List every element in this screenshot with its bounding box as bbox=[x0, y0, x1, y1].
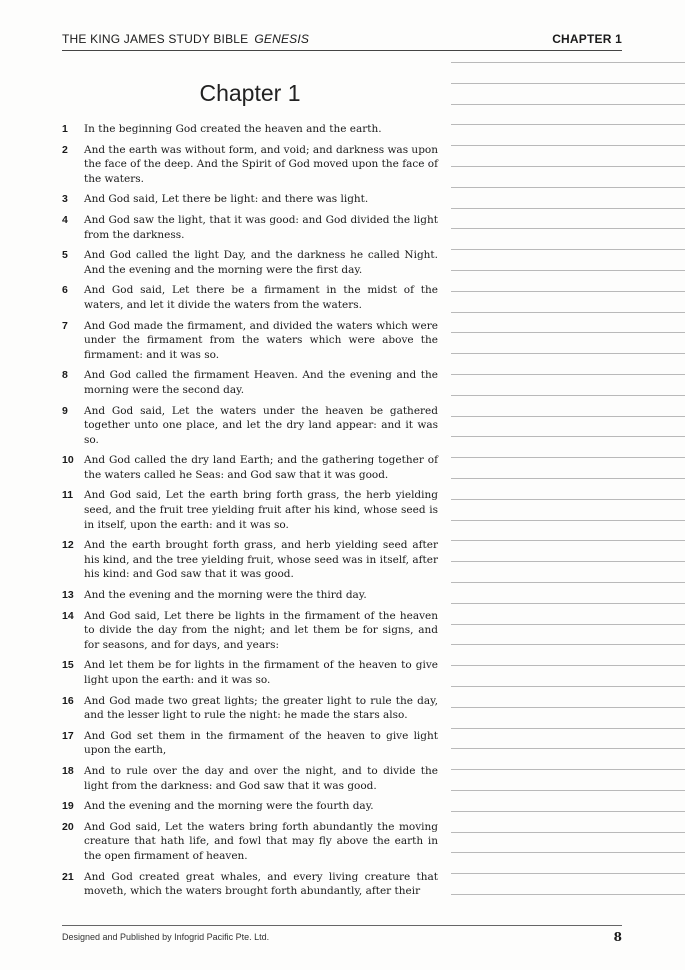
note-line bbox=[451, 748, 685, 749]
verse-number: 1 bbox=[62, 123, 68, 135]
verse-number: 12 bbox=[62, 539, 74, 552]
note-line bbox=[451, 894, 685, 895]
note-line bbox=[451, 166, 685, 167]
note-line bbox=[451, 353, 685, 354]
note-line bbox=[451, 62, 685, 63]
note-line bbox=[451, 416, 685, 417]
note-line bbox=[451, 145, 685, 146]
verse-row bbox=[62, 694, 438, 723]
verse-text: And let them be for lights in the firmament of the heaven to give light upon the earth: and it was so. bbox=[84, 659, 438, 686]
note-line bbox=[451, 208, 685, 209]
verse-text: And God made two great lights; the greater light to rule the day, and the lesser light to rule the night: he made the stars also. bbox=[84, 694, 438, 722]
verse-row bbox=[62, 799, 438, 814]
header-title: THE KING JAMES STUDY BIBLE bbox=[62, 32, 249, 46]
note-line bbox=[451, 83, 685, 84]
header-book-name: GENESIS bbox=[254, 32, 310, 46]
verse-number: 16 bbox=[62, 694, 74, 707]
verse-number: 13 bbox=[62, 589, 74, 602]
note-line bbox=[451, 561, 685, 562]
verse-text: And God said, Let there be a firmament in the midst of the waters, and let it divide the waters from the waters. bbox=[84, 284, 438, 311]
note-line bbox=[451, 478, 685, 479]
verse-text: And the earth was without form, and void; and darkness was upon the face of the deep. And the Spirit of God moved upon the face of the waters. bbox=[84, 143, 438, 185]
note-line bbox=[451, 187, 685, 188]
note-line bbox=[451, 499, 685, 500]
verse-list bbox=[62, 122, 438, 905]
notes-lines-column bbox=[451, 0, 685, 900]
verse-row bbox=[62, 192, 438, 207]
note-line bbox=[451, 832, 685, 833]
verse-number: 14 bbox=[62, 609, 74, 622]
verse-row bbox=[62, 729, 438, 758]
verse-text: And to rule over the day and over the night, and to divide the light from the darkness: and God saw that it was good. bbox=[84, 764, 438, 792]
note-line bbox=[451, 270, 685, 271]
verse-text: And God said, Let there be lights in the firmament of the heaven to divide the day from the night; and let them be for signs, and for seasons, and for days, and years: bbox=[84, 609, 438, 651]
verse-text: And the evening and the morning were the fourth day. bbox=[84, 800, 374, 813]
verse-text: And God said, Let the waters bring forth abundantly the moving creature that hath life, and fowl that may fly above the earth in the open firmament of heaven. bbox=[84, 820, 438, 862]
verse-row bbox=[62, 609, 438, 653]
verse-text: In the beginning God created the heaven and the earth. bbox=[84, 123, 382, 135]
note-line bbox=[451, 873, 685, 874]
verse-number: 7 bbox=[62, 319, 68, 332]
verse-number: 15 bbox=[62, 659, 74, 672]
note-line bbox=[451, 104, 685, 105]
verse-number: 10 bbox=[62, 454, 74, 467]
note-line bbox=[451, 790, 685, 791]
verse-row bbox=[62, 538, 438, 582]
note-line bbox=[451, 249, 685, 250]
note-line bbox=[451, 520, 685, 521]
footer-rule bbox=[62, 925, 622, 926]
verse-text: And God said, Let the earth bring forth grass, the herb yielding seed, and the fruit tree yielding fruit after his kind, whose seed is in itself, upon the earth: and it was so. bbox=[84, 489, 438, 531]
verse-row bbox=[62, 764, 438, 793]
note-line bbox=[451, 582, 685, 583]
verse-row bbox=[62, 404, 438, 448]
verse-row bbox=[62, 488, 438, 532]
verse-number: 18 bbox=[62, 764, 74, 777]
verse-row bbox=[62, 658, 438, 687]
verse-number: 2 bbox=[62, 143, 68, 156]
verse-number: 8 bbox=[62, 369, 68, 382]
header-chapter-label: CHAPTER 1 bbox=[552, 32, 622, 46]
verse-number: 20 bbox=[62, 820, 74, 833]
verse-number: 3 bbox=[62, 193, 68, 206]
verse-row bbox=[62, 143, 438, 187]
chapter-title: Chapter 1 bbox=[199, 80, 301, 106]
note-line bbox=[451, 332, 685, 333]
page-number: 8 bbox=[613, 930, 622, 944]
note-line bbox=[451, 312, 685, 313]
verse-text: And the evening and the morning were the third day. bbox=[84, 589, 367, 602]
verse-number: 11 bbox=[62, 489, 74, 502]
verse-row bbox=[62, 213, 438, 242]
verse-row bbox=[62, 870, 438, 899]
verse-number: 5 bbox=[62, 249, 68, 262]
note-line bbox=[451, 228, 685, 229]
note-line bbox=[451, 291, 685, 292]
note-line bbox=[451, 644, 685, 645]
note-line bbox=[451, 811, 685, 812]
verse-number: 6 bbox=[62, 284, 68, 297]
footer-publisher: Designed and Published by Infogrid Pacific Pte. Ltd. bbox=[62, 932, 270, 942]
note-line bbox=[451, 374, 685, 375]
verse-text: And God called the firmament Heaven. And the evening and the morning were the second day. bbox=[84, 369, 438, 396]
note-line bbox=[451, 665, 685, 666]
verse-row bbox=[62, 319, 438, 363]
note-line bbox=[451, 436, 685, 437]
note-line bbox=[451, 728, 685, 729]
verse-text: And God saw the light, that it was good: and God divided the light from the darkness. bbox=[84, 213, 438, 241]
verse-number: 9 bbox=[62, 404, 68, 417]
verse-text: And God called the light Day, and the darkness he called Night. And the evening and the morning were the first day. bbox=[84, 249, 438, 276]
note-line bbox=[451, 852, 685, 853]
verse-number: 21 bbox=[62, 870, 74, 883]
verse-text: And God called the dry land Earth; and the gathering together of the waters called he Seas: and God saw that it was good. bbox=[84, 454, 438, 481]
verse-text: And God set them in the firmament of the heaven to give light upon the earth, bbox=[84, 729, 438, 757]
verse-number: 4 bbox=[62, 213, 68, 226]
header-left bbox=[62, 32, 309, 46]
note-line bbox=[451, 457, 685, 458]
verse-row bbox=[62, 453, 438, 482]
verse-row bbox=[62, 820, 438, 864]
note-line bbox=[451, 540, 685, 541]
verse-text: And God said, Let the waters under the heaven be gathered together unto one place, and let the dry land appear: and it was so. bbox=[84, 404, 438, 446]
note-line bbox=[451, 624, 685, 625]
verse-text: And God created great whales, and every living creature that moveth, which the waters brought forth abundantly, after their bbox=[84, 870, 438, 898]
note-line bbox=[451, 686, 685, 687]
verse-text: And God said, Let there be light: and there was light. bbox=[84, 193, 369, 206]
note-line bbox=[451, 124, 685, 125]
note-line bbox=[451, 603, 685, 604]
verse-row bbox=[62, 588, 438, 603]
verse-row bbox=[62, 122, 438, 137]
verse-row bbox=[62, 368, 438, 397]
verse-text: And the earth brought forth grass, and herb yielding seed after his kind, and the tree yielding fruit, whose seed was in itself, after his kind: and God saw that it was good. bbox=[84, 539, 438, 581]
verse-row bbox=[62, 248, 438, 277]
verse-text: And God made the firmament, and divided the waters which were under the firmament from the waters which were above the firmament: and it was so. bbox=[84, 319, 438, 361]
verse-row bbox=[62, 283, 438, 312]
verse-number: 19 bbox=[62, 800, 74, 813]
note-line bbox=[451, 707, 685, 708]
note-line bbox=[451, 769, 685, 770]
note-line bbox=[451, 395, 685, 396]
verse-number: 17 bbox=[62, 729, 74, 742]
